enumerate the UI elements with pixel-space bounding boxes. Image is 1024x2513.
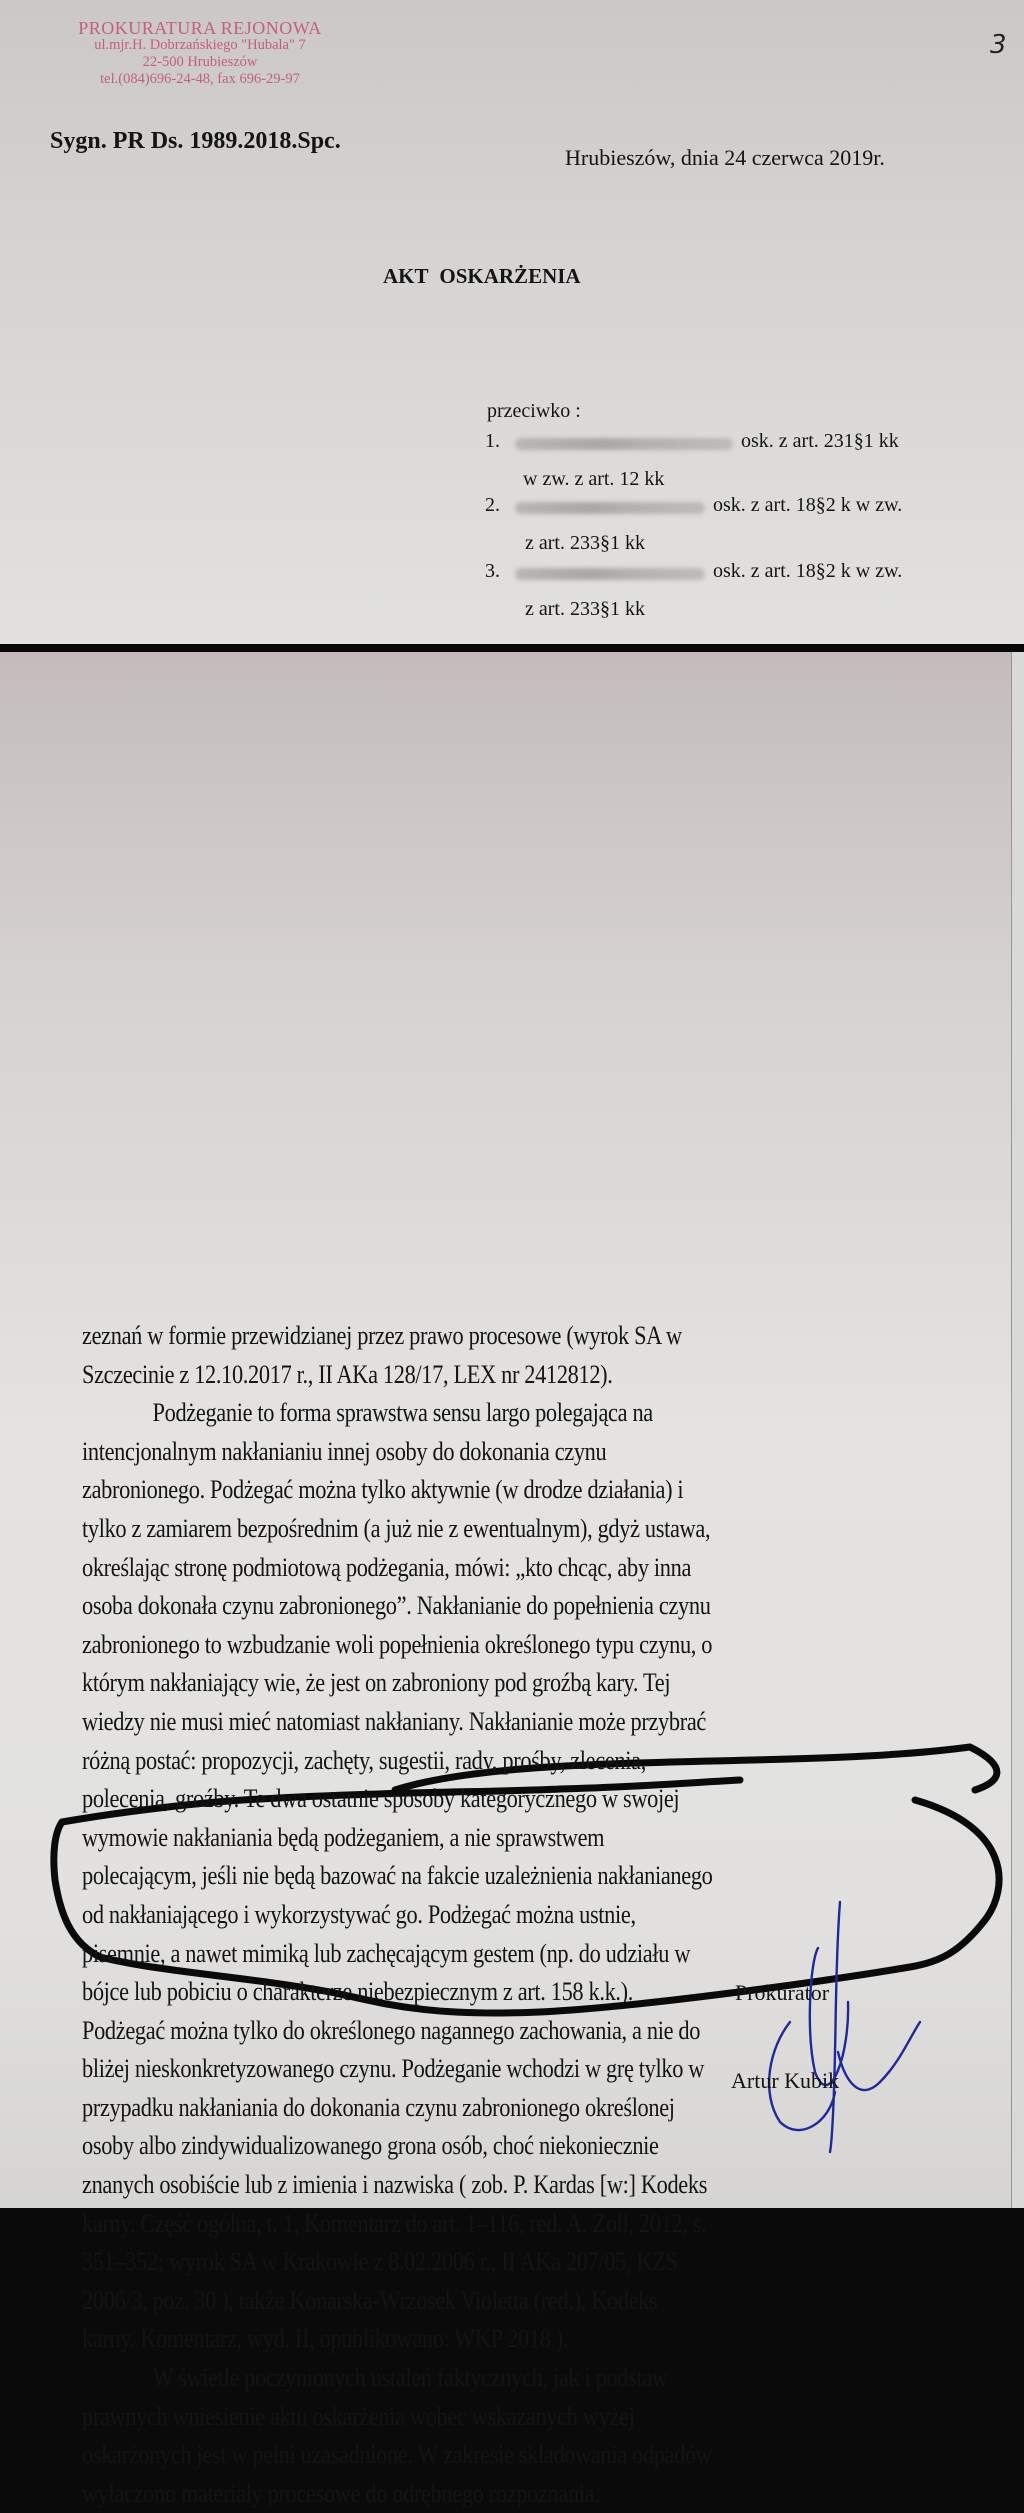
- document-title: AKT OSKARŻENIA: [383, 264, 581, 288]
- against-label: przeciwko :: [487, 400, 581, 422]
- defendant-number: 3.: [485, 560, 500, 582]
- photo-divider: [0, 644, 1024, 652]
- defendant-number: 1.: [485, 430, 500, 452]
- body-text-line: osoba dokonała czynu zabronionego”. Nakłanianie do popełnienia czynu: [82, 1591, 711, 1621]
- body-text-line: karny. Część ogólna, t. 1, Komentarz do art. 1–116, red. A. Zoll, 2012, s.: [82, 2208, 707, 2238]
- signatory-title: Prokurator: [735, 1980, 830, 2005]
- body-text-line: znanych osobiście lub z imienia i nazwiska ( zob. P. Kardas [w:] Kodeks: [82, 2170, 708, 2200]
- defendant-charge: osk. z art. 18§2 k w zw.: [713, 560, 903, 582]
- place-and-date: Hrubieszów, dnia 24 czerwca 2019r.: [565, 145, 885, 170]
- body-text-line: 2006/3, poz. 30 ), także Konarska-Wrzosek Violetta (red.), Kodeks: [82, 2285, 658, 2315]
- page-edge: [1011, 652, 1024, 2208]
- stamp-address-line: ul.mjr.H. Dobrzańskiego "Hubala" 7: [94, 37, 306, 53]
- body-text-line: zeznań w formie przewidzianej przez prawo procesowe (wyrok SA w: [82, 1321, 682, 1350]
- body-text-line: intencjonalnym nakłanianiu innej osoby do dokonania czynu: [82, 1436, 607, 1466]
- defendant-number: 2.: [485, 494, 500, 516]
- redacted-name: [515, 568, 705, 580]
- handwritten-page-number: 3: [990, 30, 1007, 60]
- body-text-line: karny. Komentarz, wyd. II, opublikowano: WKP 2018 ).: [82, 2324, 569, 2354]
- body-text-line: Podżeganie to forma sprawstwa sensu largo polegająca na: [152, 1398, 653, 1428]
- prosecutor-office-stamp: [60, 20, 340, 88]
- stamp-title: PROKURATURA REJONOWA: [78, 18, 322, 38]
- body-text-line: oskarżonych jest w pełni uzasadnione. W zakresie składowania odpadów: [82, 2440, 712, 2470]
- body-text-line: polecającym, jeśli nie będą bazować na fakcie uzależnienia nakłanianego: [82, 1861, 713, 1891]
- body-text-line: zabronionego to wzbudzanie woli popełnienia określonego typu czynu, o: [82, 1629, 713, 1659]
- stamp-city-line: 22-500 Hrubieszów: [142, 54, 258, 70]
- case-reference: Sygn. PR Ds. 1989.2018.Spc.: [50, 128, 341, 154]
- defendant-charge-continued: w zw. z art. 12 kk: [523, 468, 665, 490]
- body-text-line: Szczecinie z 12.10.2017 r., II AKa 128/17, LEX nr 2412812).: [82, 1359, 613, 1389]
- body-text-line: bójce lub pobiciu o charakterze niebezpiecznym z art. 158 k.k.).: [82, 1977, 634, 2007]
- body-text-line: określając stronę podmiotową podżegania, mówi: „kto chcąc, aby inna: [82, 1552, 692, 1582]
- body-text-line: polecenia, groźby. Te dwa ostatnie sposoby kategorycznego w swojej: [82, 1784, 680, 1814]
- redacted-name: [515, 438, 733, 450]
- defendant-charge-continued: z art. 233§1 kk: [525, 532, 645, 554]
- body-text-line: Podżegać można tylko do określonego nagannego zachowania, a nie do: [82, 2015, 701, 2045]
- document-body-page: [0, 652, 1024, 2508]
- body-text-line: wyłaczono materiały procesowe do odrębnego rozpoznania.: [82, 2478, 600, 2508]
- body-text-line: osoby albo zindywidualizowanego grona osób, choć niekoniecznie: [82, 2131, 659, 2161]
- defendant-charge-continued: z art. 233§1 kk: [525, 598, 645, 620]
- body-text-line: prawnych wniesienie aktu oskarżenia wobec wskazanych wyżej: [82, 2401, 635, 2431]
- body-text-line: W świetle poczynionych ustaleń faktycznych, jak i podstaw: [152, 2363, 668, 2393]
- indictment-body-text: [82, 1317, 856, 2513]
- defendant-charge: osk. z art. 18§2 k w zw.: [713, 494, 903, 516]
- body-text-line: wiedzy nie musi mieć natomiast nakłaniany. Nakłanianie może przybrać: [82, 1706, 706, 1736]
- signatory-name: Artur Kubik: [731, 2068, 840, 2093]
- body-text-line: od nakłaniającego i wykorzystywać go. Podżegać można ustnie,: [82, 1899, 636, 1929]
- body-text-line: wymowie nakłaniania będą podżeganiem, a nie sprawstwem: [82, 1822, 605, 1852]
- body-text-line: pisemnie, a nawet mimiką lub zachęcającym gestem (np. do udziału w: [82, 1938, 691, 1968]
- body-text-line: którym nakłaniający wie, że jest on zabroniony pod groźbą kary. Tej: [82, 1668, 671, 1698]
- body-text-line: przypadku nakłaniania do dokonania czynu zabronionego określonej: [82, 2092, 675, 2122]
- body-text-line: tylko z zamiarem bezpośrednim (a już nie z ewentualnym), gdyż ustawa,: [82, 1513, 711, 1543]
- document-header-page: [0, 0, 1024, 644]
- body-text-line: zabronionego. Podżegać można tylko aktywnie (w drodze działania) i: [82, 1475, 684, 1505]
- redacted-name: [515, 502, 705, 514]
- stamp-phone-line: tel.(084)696-24-48, fax 696-29-97: [100, 71, 300, 87]
- body-text-line: różną postać: propozycji, zachęty, sugestii, rady, prośby, zlecenia,: [82, 1745, 646, 1775]
- body-text-line: 351–352; wyrok SA w Krakowie z 8.02.2006 r., II AKa 207/05, KZS: [82, 2247, 678, 2277]
- body-text-line: bliżej nieskonkretyzowanego czynu. Podżeganie wchodzi w grę tylko w: [82, 2054, 705, 2084]
- defendant-charge: osk. z art. 231§1 kk: [741, 430, 899, 452]
